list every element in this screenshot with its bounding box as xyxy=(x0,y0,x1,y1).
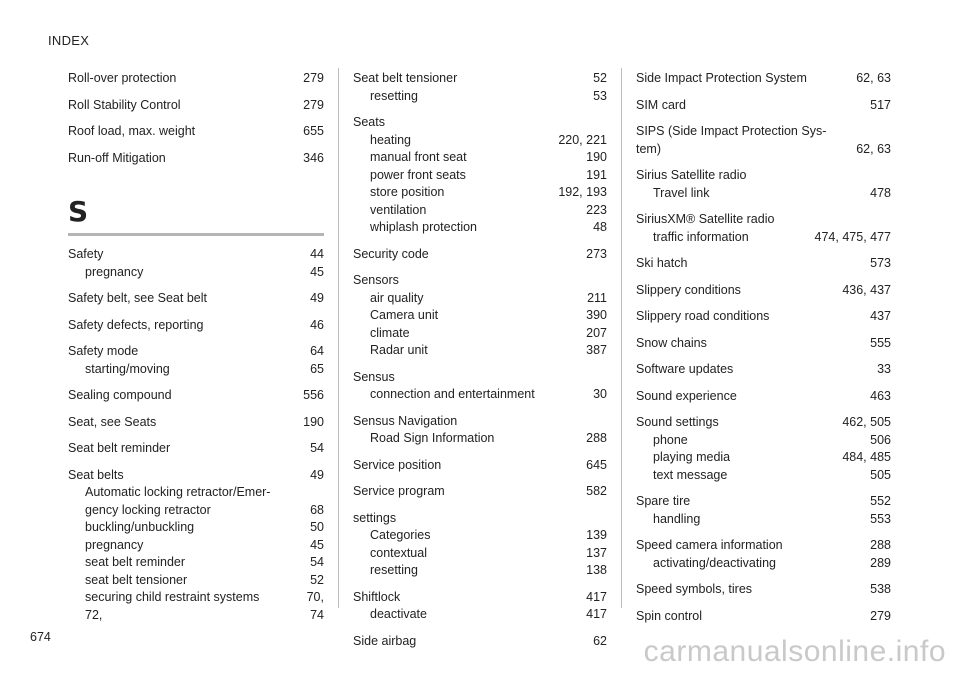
entry-label: Seats xyxy=(353,115,385,129)
entry-pages: 463 xyxy=(870,388,891,403)
sub-entry-pages: 220, 221 xyxy=(558,132,607,147)
entry-label: Safety belt, see Seat belt xyxy=(68,291,207,305)
entry-label: Shiftlock xyxy=(353,589,401,604)
entry-label: Sensus Navigation xyxy=(353,413,458,428)
sub-entry-label: manual front seat xyxy=(370,150,467,164)
sub-entry-pages: 387 xyxy=(586,343,607,357)
entry-pages: 582 xyxy=(586,484,607,498)
entry-label: Side airbag xyxy=(353,633,417,648)
index-entry xyxy=(353,272,607,360)
index-entry xyxy=(636,97,891,115)
index-column-1 xyxy=(68,70,324,633)
index-entry xyxy=(636,308,891,326)
sub-entry-pages: 506 xyxy=(870,432,891,447)
sub-entry-label: pregnancy xyxy=(85,537,144,552)
entry-label: SIM card xyxy=(636,97,687,112)
index-entry xyxy=(636,537,891,572)
entry-pages: 62, 63 xyxy=(856,71,891,85)
entry-pages: 273 xyxy=(586,246,607,261)
index-entry xyxy=(636,123,891,158)
sub-entry-label: air quality xyxy=(370,290,424,305)
entry-label: Roll-over protection xyxy=(68,71,177,85)
sub-entry-pages: 207 xyxy=(586,325,607,340)
sub-entry-label: deactivate xyxy=(370,607,427,621)
entry-label: Sealing compound xyxy=(68,388,172,402)
entry-label: tem) xyxy=(636,141,661,156)
sub-entry-pages: 65 xyxy=(310,361,324,376)
sub-entry-label: Automatic locking retractor/Emer- xyxy=(85,485,271,499)
entry-pages: 552 xyxy=(870,494,891,508)
column-divider xyxy=(338,68,339,608)
sub-entry-label: text message xyxy=(653,467,728,482)
sub-entry-label: gency locking retractor xyxy=(85,502,211,517)
sub-entry-pages: 289 xyxy=(870,555,891,570)
sub-entry-pages: 70, xyxy=(306,590,324,604)
entry-pages: 62, 63 xyxy=(856,141,891,156)
entry-pages: 288 xyxy=(870,538,891,552)
sub-entry-pages: 68 xyxy=(310,502,324,517)
column-divider xyxy=(621,68,622,608)
sub-entry-pages: 553 xyxy=(870,511,891,526)
index-entry xyxy=(68,97,324,115)
index-entry xyxy=(636,255,891,273)
index-entry xyxy=(353,589,607,624)
sub-entry-pages: 192, 193 xyxy=(558,185,607,199)
index-entry xyxy=(636,414,891,484)
entry-label: Seat belt reminder xyxy=(68,441,171,455)
sub-entry-label: store position xyxy=(370,185,445,199)
entry-label: Service position xyxy=(353,457,442,472)
entry-pages: 44 xyxy=(310,247,324,261)
entry-label: Sound experience xyxy=(636,388,737,403)
sub-entry-label: pregnancy xyxy=(85,264,144,279)
index-column-2 xyxy=(353,70,607,659)
entry-pages: 279 xyxy=(303,97,324,112)
sub-entry-label: whiplash protection xyxy=(370,220,478,234)
entry-label: Slippery conditions xyxy=(636,282,741,297)
entry-pages: 49 xyxy=(310,467,324,482)
sub-entry-label: buckling/unbuckling xyxy=(85,520,195,534)
sub-entry-pages: 484, 485 xyxy=(842,450,891,464)
entry-label: Roll Stability Control xyxy=(68,97,181,112)
entry-label: Speed symbols, tires xyxy=(636,582,753,596)
entry-label: Snow chains xyxy=(636,335,707,350)
entry-label: Sensors xyxy=(353,273,399,287)
entry-label: Seat belts xyxy=(68,467,124,482)
sub-entry-pages: 45 xyxy=(310,264,324,279)
sub-entry-label: Road Sign Information xyxy=(370,431,495,445)
sub-entry-label: Categories xyxy=(370,528,431,542)
watermark: carmanualsonline.info xyxy=(643,635,946,668)
entry-pages: 538 xyxy=(870,582,891,596)
index-entry xyxy=(353,369,607,404)
entry-label: Sound settings xyxy=(636,415,719,429)
sub-entry-label: Camera unit xyxy=(370,308,439,322)
sub-entry-pages: 288 xyxy=(586,431,607,445)
index-entry xyxy=(636,211,891,246)
index-entry xyxy=(636,608,891,626)
entry-label: Speed camera information xyxy=(636,538,783,552)
sub-entry-pages: 137 xyxy=(586,545,607,560)
index-entry xyxy=(353,413,607,448)
index-entry xyxy=(68,317,324,335)
entry-label: Software updates xyxy=(636,362,734,376)
index-entry xyxy=(636,70,891,88)
sub-entry-label: connection and entertainment xyxy=(370,387,535,401)
entry-label: Sirius Satellite radio xyxy=(636,168,747,182)
sub-entry-label: seat belt tensioner xyxy=(85,572,188,587)
sub-entry-pages: 45 xyxy=(310,537,324,552)
sub-entry-pages: 30 xyxy=(593,387,607,401)
entry-pages: 279 xyxy=(303,71,324,85)
index-entry xyxy=(68,123,324,141)
sub-entry-pages: 211 xyxy=(587,290,607,305)
entry-pages: 346 xyxy=(303,150,324,165)
entry-label: Seat, see Seats xyxy=(68,414,157,429)
index-entry xyxy=(636,581,891,599)
entry-pages: 573 xyxy=(870,256,891,270)
entry-pages: 33 xyxy=(877,362,891,376)
entry-label: Seat belt tensioner xyxy=(353,71,458,85)
entry-label: Run-off Mitigation xyxy=(68,150,166,165)
index-entry xyxy=(68,150,324,168)
entry-pages: 655 xyxy=(303,124,324,138)
entry-label: SiriusXM® Satellite radio xyxy=(636,212,775,226)
sub-entry-pages: 223 xyxy=(586,202,607,217)
entry-label: Security code xyxy=(353,246,429,261)
sub-entry-label: playing media xyxy=(653,450,731,464)
entry-pages: 645 xyxy=(586,457,607,472)
entry-pages: 62 xyxy=(593,633,607,648)
entry-pages: 190 xyxy=(303,414,324,429)
sub-entry-label: traffic information xyxy=(653,229,749,244)
index-entry xyxy=(68,440,324,458)
sub-entry-label: 72, xyxy=(85,607,103,622)
page-header: INDEX xyxy=(48,33,90,48)
entry-label: Spin control xyxy=(636,608,703,623)
sub-entry-label: resetting xyxy=(370,563,418,577)
index-entry xyxy=(636,493,891,528)
index-entry xyxy=(353,510,607,580)
index-entry xyxy=(68,70,324,88)
entry-pages: 46 xyxy=(310,317,324,332)
sub-entry-pages: 390 xyxy=(586,308,607,322)
index-entry xyxy=(636,388,891,406)
entry-label: SIPS (Side Impact Protection Sys- xyxy=(636,124,827,138)
section-letter: S xyxy=(68,195,324,236)
sub-entry-label: power front seats xyxy=(370,167,466,182)
entry-pages: 556 xyxy=(303,388,324,402)
sub-entry-label: contextual xyxy=(370,545,427,560)
entry-pages: 555 xyxy=(870,335,891,350)
index-entry xyxy=(353,483,607,501)
index-entry xyxy=(68,290,324,308)
index-entry xyxy=(68,467,324,625)
sub-entry-pages: 417 xyxy=(586,607,607,621)
sub-entry-label: heating xyxy=(370,132,412,147)
index-entry xyxy=(636,335,891,353)
sub-entry-label: starting/moving xyxy=(85,361,170,376)
sub-entry-label: handling xyxy=(653,511,701,526)
sub-entry-label: Radar unit xyxy=(370,343,428,357)
sub-entry-label: activating/deactivating xyxy=(653,555,776,570)
entry-pages: 52 xyxy=(593,71,607,85)
index-entry xyxy=(68,414,324,432)
entry-pages: 64 xyxy=(310,344,324,358)
index-entry xyxy=(636,167,891,202)
index-entry xyxy=(353,70,607,105)
index-entry xyxy=(68,343,324,378)
sub-entry-pages: 190 xyxy=(586,150,607,164)
index-entry xyxy=(636,361,891,379)
entry-label: Safety defects, reporting xyxy=(68,317,204,332)
sub-entry-pages: 48 xyxy=(593,220,607,234)
index-entry xyxy=(353,633,607,651)
entry-label: Roof load, max. weight xyxy=(68,124,196,138)
sub-entry-label: ventilation xyxy=(370,202,427,217)
index-entry xyxy=(68,246,324,281)
entry-pages: 437 xyxy=(870,309,891,323)
sub-entry-label: seat belt reminder xyxy=(85,555,186,569)
sub-entry-label: Travel link xyxy=(653,185,710,200)
page-number: 674 xyxy=(30,630,51,644)
sub-entry-pages: 191 xyxy=(586,167,607,182)
entry-label: Safety xyxy=(68,247,104,261)
sub-entry-pages: 50 xyxy=(310,520,324,534)
entry-pages: 54 xyxy=(310,441,324,455)
entry-pages: 517 xyxy=(870,97,891,112)
sub-entry-pages: 54 xyxy=(310,555,324,569)
index-column-3 xyxy=(636,70,891,634)
sub-entry-pages: 52 xyxy=(310,572,324,587)
sub-entry-label: phone xyxy=(653,432,688,447)
entry-label: Spare tire xyxy=(636,494,691,508)
index-entry xyxy=(68,387,324,405)
entry-label: Slippery road conditions xyxy=(636,309,770,323)
index-entry xyxy=(353,457,607,475)
entry-pages: 436, 437 xyxy=(842,282,891,297)
entry-pages: 49 xyxy=(310,291,324,305)
entry-label: settings xyxy=(353,510,397,525)
entry-pages: 417 xyxy=(586,589,607,604)
sub-entry-label: climate xyxy=(370,325,410,340)
sub-entry-pages: 139 xyxy=(586,528,607,542)
sub-entry-pages: 53 xyxy=(593,88,607,103)
entry-label: Side Impact Protection System xyxy=(636,71,807,85)
index-entry xyxy=(636,282,891,300)
entry-pages: 279 xyxy=(870,608,891,623)
sub-entry-pages: 474, 475, 477 xyxy=(814,229,891,244)
entry-label: Sensus xyxy=(353,369,395,384)
entry-label: Safety mode xyxy=(68,344,139,358)
sub-entry-pages: 505 xyxy=(870,467,891,482)
entry-label: Service program xyxy=(353,484,445,498)
sub-entry-pages: 478 xyxy=(870,185,891,200)
entry-label: Ski hatch xyxy=(636,256,688,270)
sub-entry-pages: 74 xyxy=(310,607,324,622)
sub-entry-label: securing child restraint systems xyxy=(85,590,260,604)
index-entry xyxy=(353,114,607,237)
index-entry xyxy=(353,246,607,264)
sub-entry-label: resetting xyxy=(370,88,418,103)
sub-entry-pages: 138 xyxy=(586,563,607,577)
entry-pages: 462, 505 xyxy=(842,415,891,429)
